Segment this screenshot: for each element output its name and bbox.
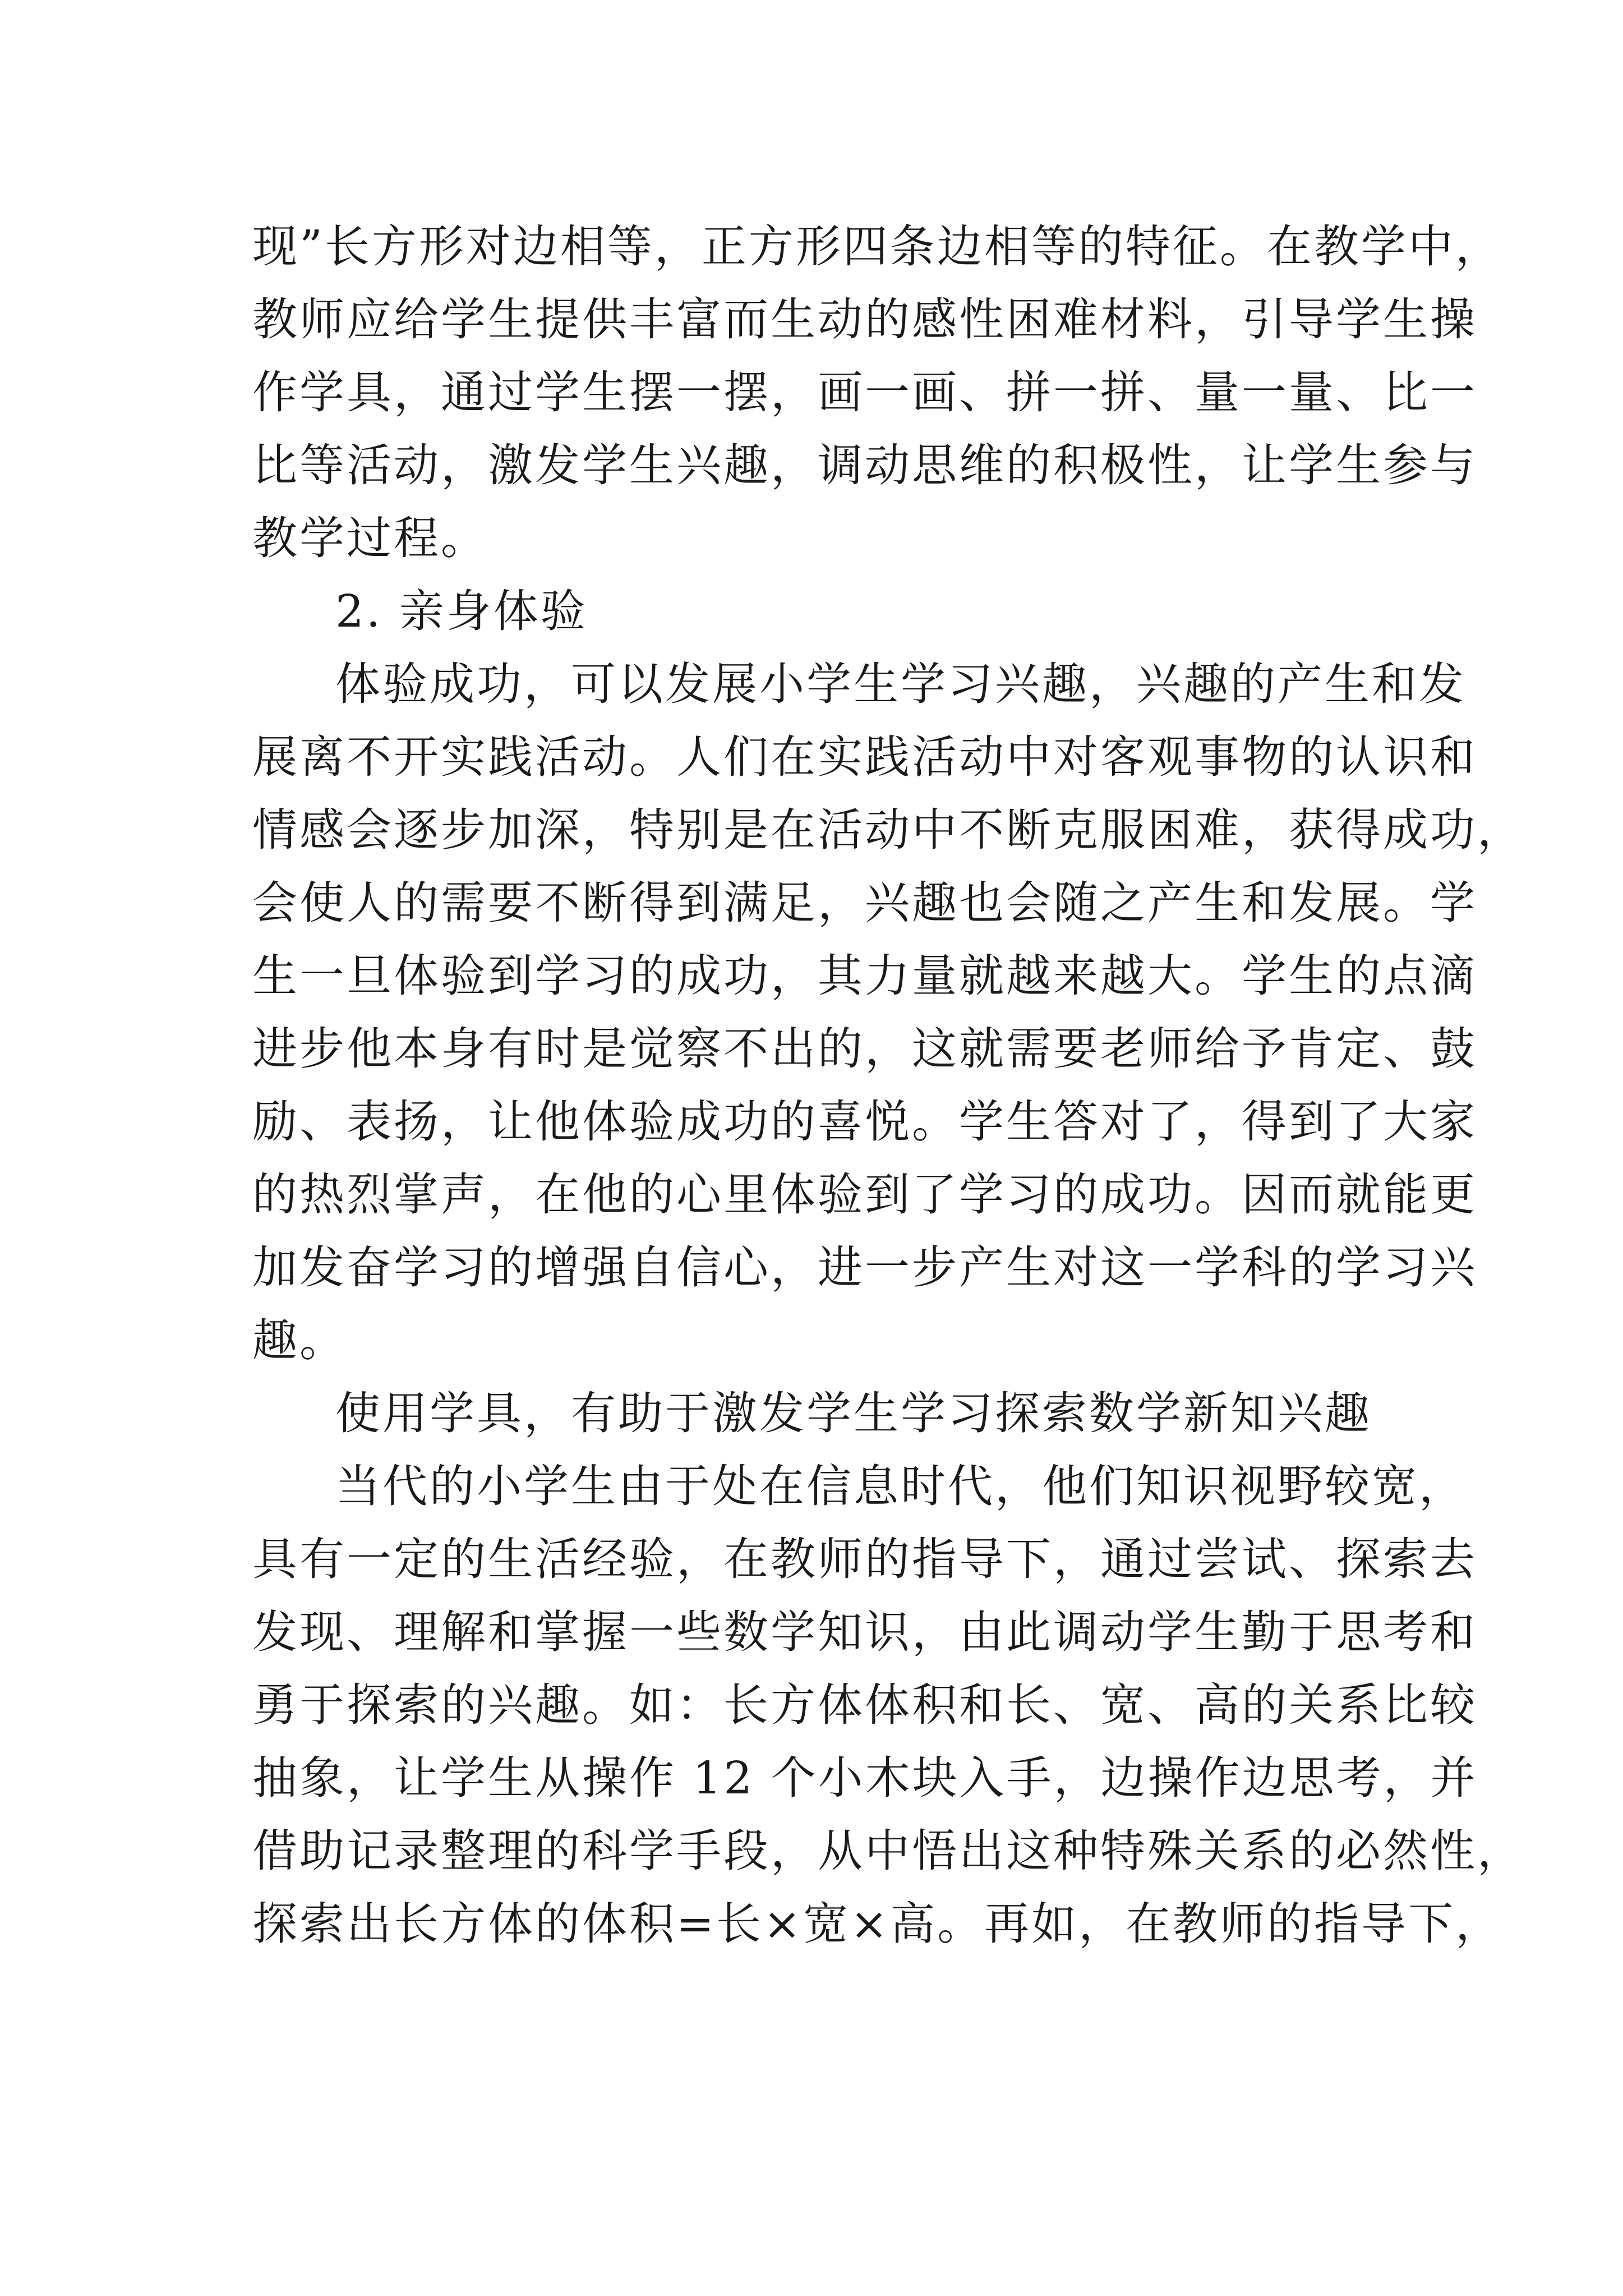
text-line: 探索出长方体的体积=长×宽×高。再如，在教师的指导下， <box>252 1898 1503 1950</box>
text-line: 发现、理解和掌握一些数学知识，由此调动学生勤于思考和 <box>252 1606 1477 1658</box>
text-line: 的热烈掌声，在他的心里体验到了学习的成功。因而就能更 <box>252 1168 1477 1221</box>
text-line: 抽象，让学生从操作 12 个小木块入手，边操作边思考，并 <box>252 1752 1478 1804</box>
text-line: 展离不开实践活动。人们在实践活动中对客观事物的认识和 <box>252 731 1477 783</box>
text-line: 进步他本身有时是觉察不出的，这就需要老师给予肯定、鼓 <box>252 1023 1477 1075</box>
text-line: 会使人的需要不断得到满足，兴趣也会随之产生和发展。学 <box>252 877 1477 929</box>
text-line: 趣。 <box>252 1314 347 1366</box>
text-line: 教师应给学生提供丰富而生动的感性困难材料，引导学生操 <box>252 293 1477 346</box>
text-line: 比等活动，激发学生兴趣，调动思维的积极性，让学生参与 <box>252 439 1477 491</box>
text-line: 生一旦体验到学习的成功，其力量就越来越大。学生的点滴 <box>252 950 1477 1002</box>
text-line: 现”长方形对边相等，正方形四条边相等的特征。在教学中， <box>252 220 1502 273</box>
section-heading: 2. 亲身体验 <box>335 585 588 637</box>
text-line: 当代的小学生由于处在信息时代，他们知识视野较宽， <box>335 1460 1466 1512</box>
section-heading: 使用学具，有助于激发学生学习探索数学新知兴趣 <box>335 1387 1372 1439</box>
text-line: 作学具，通过学生摆一摆，画一画、拼一拼、量一量、比一 <box>252 366 1477 418</box>
text-line: 情感会逐步加深，特别是在活动中不断克服困难，获得成功， <box>252 804 1524 856</box>
text-line: 具有一定的生活经验，在教师的指导下，通过尝试、探索去 <box>252 1533 1477 1585</box>
text-line: 加发奋学习的增强自信心，进一步产生对这一学科的学习兴 <box>252 1241 1477 1294</box>
text-line: 勇于探索的兴趣。如：长方体体积和长、宽、高的关系比较 <box>252 1679 1477 1731</box>
text-line: 体验成功，可以发展小学生学习兴趣，兴趣的产生和发 <box>335 658 1466 710</box>
text-line: 教学过程。 <box>252 512 488 564</box>
text-line: 借助记录整理的科学手段，从中悟出这种特殊关系的必然性， <box>252 1825 1524 1877</box>
text-line: 励、表扬，让他体验成功的喜悦。学生答对了，得到了大家 <box>252 1096 1477 1148</box>
